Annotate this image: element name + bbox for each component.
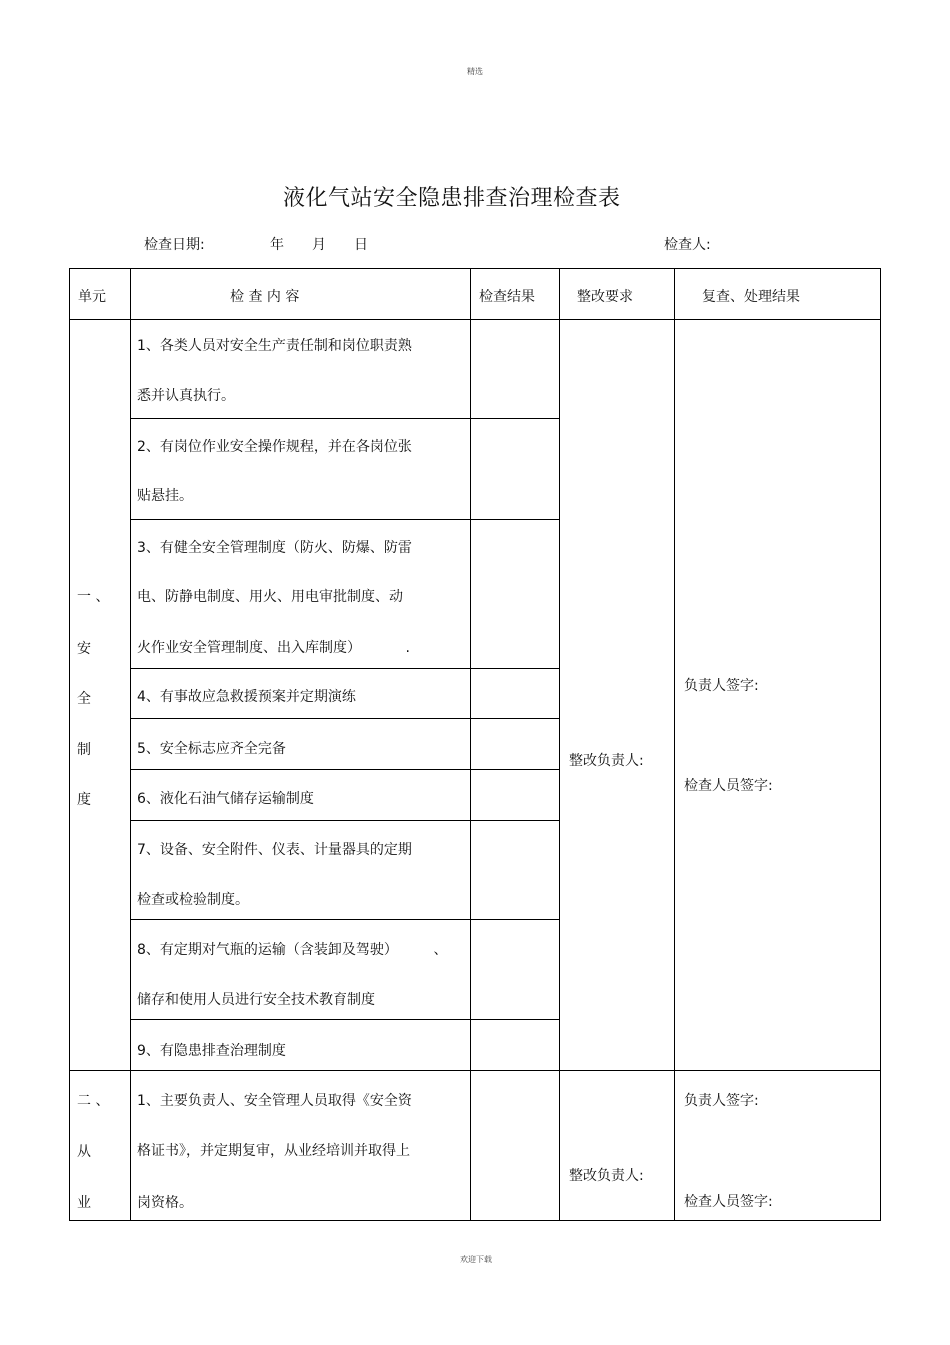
header-content: 检 查 内 容 (230, 289, 300, 305)
page-header-note: 精选 (467, 67, 483, 76)
page-title: 液化气站安全隐患排查治理检查表 (283, 186, 621, 211)
item-text-line: 6、液化石油气储存运输制度 (137, 791, 314, 807)
item-text-line: 悉并认真执行。 (137, 388, 235, 404)
section1-unit-line: 全 (77, 691, 91, 707)
section1-responsible-signature: 负责人签字: (684, 678, 759, 694)
section2-inspector-signature: 检查人员签字: (684, 1194, 773, 1210)
item-text-line: 4、有事故应急救援预案并定期演练 (137, 689, 356, 705)
check-date-label: 检查日期: (144, 237, 205, 253)
header-review: 复查、处理结果 (702, 289, 800, 305)
section1-unit-line: 一 、 (77, 589, 110, 605)
section1-inspector-signature: 检查人员签字: (684, 778, 773, 794)
item-text-line: 9、有隐患排查治理制度 (137, 1043, 286, 1059)
date-month-label: 月 (312, 237, 326, 253)
header-result: 检查结果 (479, 289, 535, 305)
header-rectify: 整改要求 (577, 289, 633, 305)
item-text-line: 电、防静电制度、用火、用电审批制度、动 (137, 589, 403, 605)
date-year-label: 年 (270, 237, 284, 253)
section2-responsible-signature: 负责人签字: (684, 1093, 759, 1109)
item-text-line: 3、有健全安全管理制度（防火、防爆、防雷 (137, 540, 412, 556)
item-text-line: 2、有岗位作业安全操作规程，并在各岗位张 (137, 439, 412, 455)
item-text-line: 7、设备、安全附件、仪表、计量器具的定期 (137, 842, 412, 858)
section2-unit-line: 从 (77, 1144, 91, 1160)
item-text-line: 5、安全标志应齐全完备 (137, 741, 286, 757)
section2-rectify-responsible: 整改负责人: (569, 1168, 644, 1184)
item-text-line: 检查或检验制度。 (137, 892, 249, 908)
section1-unit-line: 制 (77, 742, 91, 758)
item-text-line: 1、主要负责人、安全管理人员取得《安全资 (137, 1093, 412, 1109)
item-text-line: 贴悬挂。 (137, 488, 193, 504)
item-text-line: 储存和使用人员进行安全技术教育制度 (137, 992, 375, 1008)
item-text-line: 火作业安全管理制度、出入库制度） . (137, 640, 410, 656)
section2-unit-line: 业 (77, 1195, 91, 1211)
item-text-line: 8、有定期对气瓶的运输（含装卸及驾驶） 、 (137, 942, 448, 958)
header-unit: 单元 (78, 289, 106, 305)
item-text-line: 1、各类人员对安全生产责任制和岗位职责熟 (137, 338, 412, 354)
page-footer-note: 欢迎下载 (460, 1255, 492, 1264)
inspector-label: 检查人: (664, 237, 711, 253)
date-day-label: 日 (354, 237, 368, 253)
section1-unit-line: 安 (77, 641, 91, 657)
section2-unit-line: 二 、 (77, 1093, 110, 1109)
section1-rectify-responsible: 整改负责人: (569, 753, 644, 769)
section1-unit-line: 度 (77, 792, 91, 808)
item-text-line: 格证书》，并定期复审，从业经培训并取得上 (137, 1143, 410, 1159)
item-text-line: 岗资格。 (137, 1195, 193, 1211)
